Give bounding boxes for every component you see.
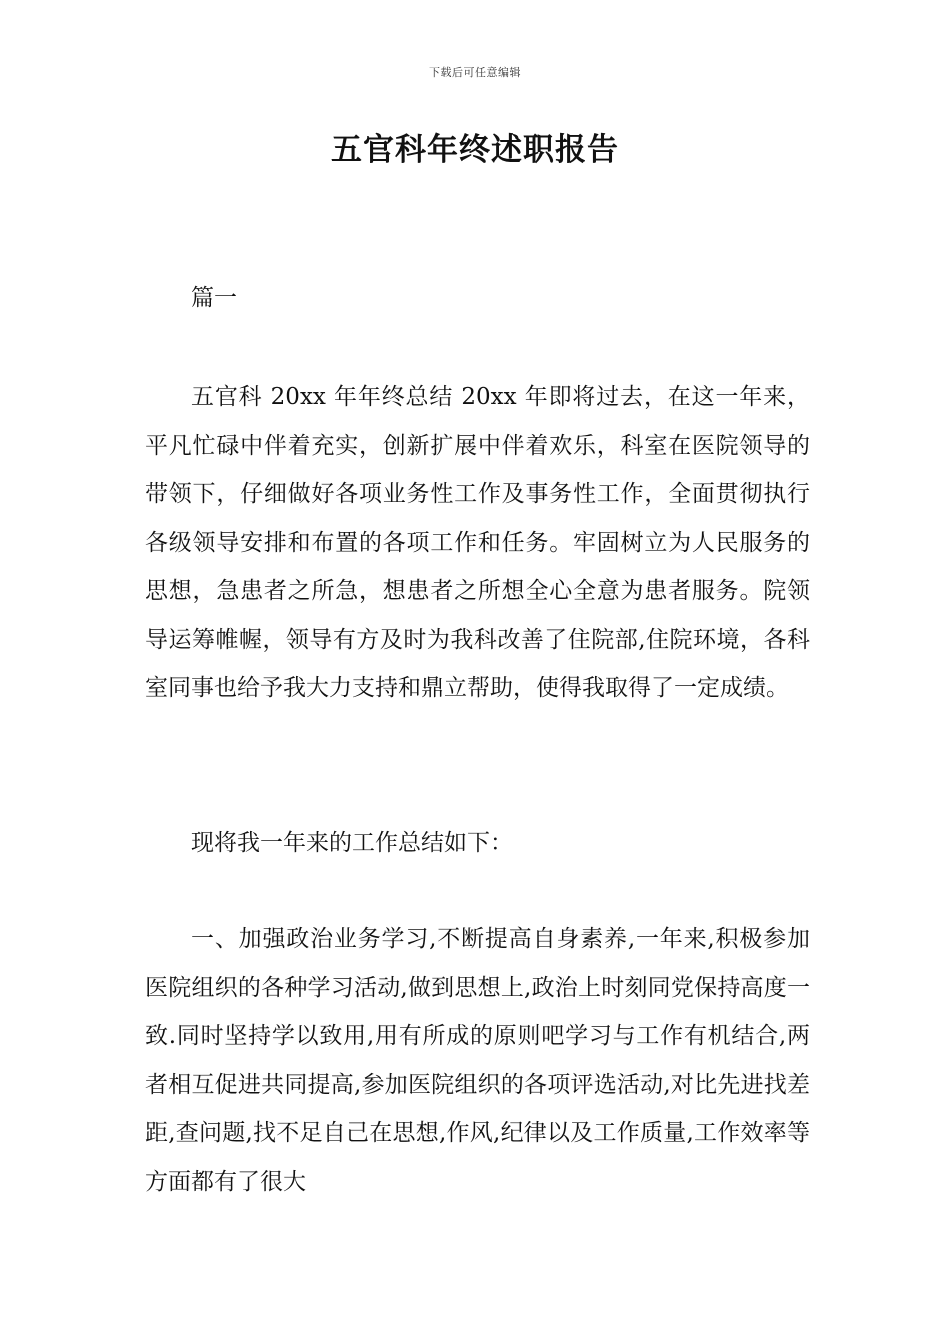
body-paragraph-intro: 五官科 20xx 年年终总结 20xx 年即将过去，在这一年来，平凡忙碌中伴着充实，创新扩展中伴着欢乐，科室在医院领导的带领下，仔细做好各项业务性工作及事务性工作，全面贯彻执行各级领导安排和布置的各项工作和任务。牢固树立为人民服务的思想，急患者之所急，想患者之所想全心全意为患者服务。院领导运筹帷幄，领导有方及时为我科改善了住院部,住院环境，各科室同事也给予我大力支持和鼎立帮助，使得我取得了一定成绩。	[145, 384, 810, 701]
page-title: 五官科年终述职报告	[331, 132, 619, 168]
header-note: 下载后可任意编辑	[429, 66, 521, 79]
section-heading: 篇一	[191, 285, 237, 311]
body-paragraph-point-one: 一、加强政治业务学习,不断提高自身素养,一年来,积极参加医院组织的各种学习活动,做到思想上,政治上时刻同党保持高度一致.同时坚持学以致用,用有所成的原则吧学习与工作有机结合,两者相互促进共同提高,参加医院组织的各项评选活动,对比先进找差距,查问题,找不足自己在思想,作风,纪律以及工作质量,工作效率等方面都有了很大	[145, 926, 810, 1195]
body-paragraph-summary-lead: 现将我一年来的工作总结如下：	[191, 830, 513, 856]
